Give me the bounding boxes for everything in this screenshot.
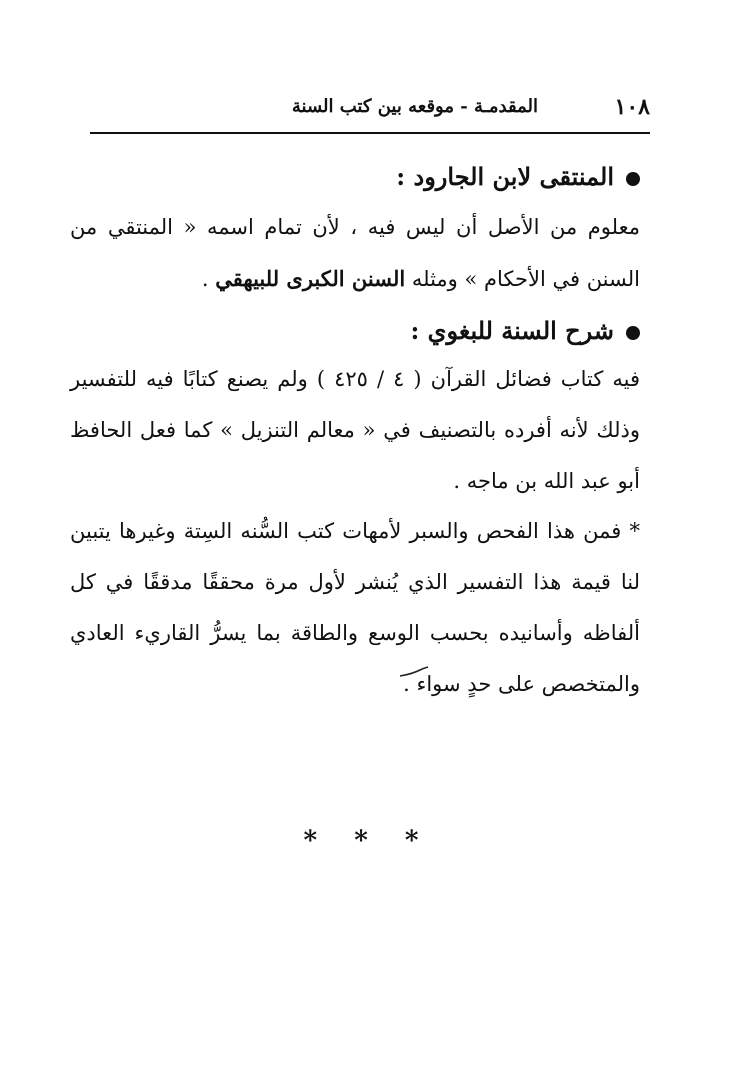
bullet-icon: [626, 172, 640, 186]
section-conclusion: [70, 506, 640, 710]
bold-book-title: السنن الكبرى للبيهقي: [215, 266, 406, 291]
paragraph-text: معلوم من الأصل أن ليس فيه ، لأن تمام اسمه « المنتقي من السنن في الأحكام » ومثله: [70, 215, 640, 291]
running-title: المقدمـة - موقعه بين كتب السنة: [291, 96, 538, 117]
page-number: ١٠٨: [614, 94, 650, 120]
section-muntaqa: [70, 160, 640, 305]
section-heading: [70, 314, 640, 348]
section-sharh-sunna: [70, 314, 640, 507]
bullet-icon: [626, 326, 640, 340]
paragraph-end: .: [201, 267, 216, 291]
section-paragraph: [70, 202, 640, 305]
ornament-stars: * * *: [303, 826, 433, 856]
section-paragraph: فيه كتاب فضائل القرآن ( ٤ / ٤٢٥ ) ولم يصنع كتابًا فيه للتفسير وذلك لأنه أفرده بالتصنيف في « معالم التنزيل » كما فعل الحافظ أبو عبد الله بن ماجه .: [70, 367, 640, 493]
section-heading-text: المنتقى لابن الجارود :: [396, 162, 614, 191]
header-rule: [90, 132, 650, 134]
pen-stroke-mark: [398, 665, 434, 679]
conclusion-paragraph: * فمن هذا الفحص والسبر لأمهات كتب السُّنه السِتة وغيرها يتبين لنا قيمة هذا التفسير الذي يُنشر لأول مرة محققًا مدققًا في كل ألفاظه وأسانيده بحسب الوسع والطاقة بما يسرُّ القاريء العادي والمتخصص على حدٍ سواء .: [70, 519, 640, 696]
page-header: [90, 92, 650, 126]
section-heading: [70, 160, 640, 194]
section-heading-text: شرح السنة للبغوي :: [410, 316, 614, 345]
